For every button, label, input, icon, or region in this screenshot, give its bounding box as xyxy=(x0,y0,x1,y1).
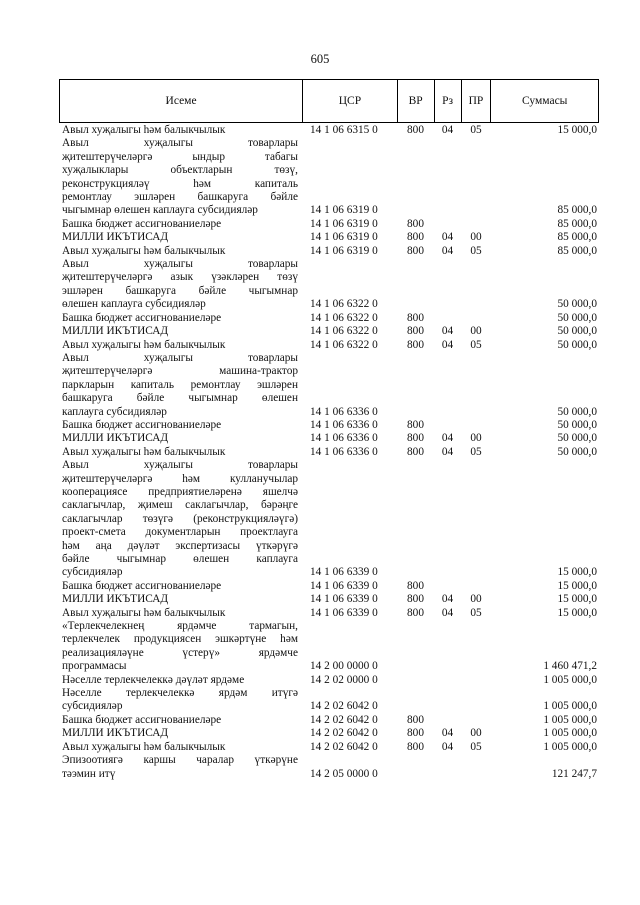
row-name xyxy=(62,714,302,727)
row-csr: 14 1 06 6319 0 xyxy=(310,231,378,244)
row-sum: 1 005 000,0 xyxy=(543,727,597,740)
row-rz: 04 xyxy=(441,244,454,257)
row-name-line: Нәселле терлекчелеккә ярдәм итүгә xyxy=(62,687,298,700)
row-csr: 14 1 06 6336 0 xyxy=(310,445,378,458)
row-name xyxy=(62,312,302,325)
row-name xyxy=(62,339,302,352)
row-pr: 05 xyxy=(470,244,482,257)
table-row xyxy=(62,245,597,258)
table-row xyxy=(62,419,597,432)
row-name-line: саклагычлар төзүгә (реконструкцияләүгә) xyxy=(62,512,298,525)
row-name-line: Башка бюджет ассигнованиеләре xyxy=(62,418,222,431)
row-csr: 14 2 02 6042 0 xyxy=(310,713,378,726)
row-pr: 05 xyxy=(470,124,482,136)
row-csr: 14 1 06 6322 0 xyxy=(310,298,378,311)
row-name-line: программасы xyxy=(62,660,127,673)
row-csr: 14 1 06 6336 0 xyxy=(310,418,378,431)
row-csr: 14 2 02 6042 0 xyxy=(310,727,378,740)
row-csr: 14 2 05 0000 0 xyxy=(310,767,378,780)
table-row xyxy=(62,754,597,781)
table-row xyxy=(62,741,597,754)
row-name-line: чыгымнар өлешен каплауга субсидияләр xyxy=(62,204,258,217)
row-sum: 50 000,0 xyxy=(557,338,597,351)
table-header xyxy=(59,79,599,123)
row-csr: 14 2 02 6042 0 xyxy=(310,740,378,753)
row-name xyxy=(62,432,302,445)
row-name-line: эшләрен башкаруга бәйле чыгымнар xyxy=(62,284,298,297)
row-csr: 14 1 06 6322 0 xyxy=(310,325,378,338)
row-vr: 800 xyxy=(407,740,424,753)
row-vr: 800 xyxy=(407,445,424,458)
row-vr: 800 xyxy=(407,231,424,244)
row-sum: 50 000,0 xyxy=(557,298,597,311)
table-row xyxy=(62,258,597,312)
row-name xyxy=(62,258,302,312)
row-name xyxy=(62,419,302,432)
table-body xyxy=(62,124,597,781)
row-sum: 85 000,0 xyxy=(557,204,597,217)
row-name xyxy=(62,245,302,258)
row-vr: 800 xyxy=(407,579,424,592)
row-vr: 800 xyxy=(407,325,424,338)
row-name xyxy=(62,446,302,459)
row-name-line: Авыл хуҗалыгы товарлары xyxy=(62,459,298,472)
row-rz: 04 xyxy=(441,727,454,740)
row-csr: 14 2 00 0000 0 xyxy=(310,660,378,673)
row-sum: 1 005 000,0 xyxy=(543,700,597,713)
row-name-line: терлекчелек продукциясен эшкәртүне һәм xyxy=(62,633,298,646)
row-csr: 14 1 06 6322 0 xyxy=(310,311,378,324)
row-name-line: бәйле чыгымнар өлешен каплауга xyxy=(62,553,298,565)
row-csr: 14 2 02 6042 0 xyxy=(310,700,378,713)
row-name-line: Башка бюджет ассигнованиеләре xyxy=(62,311,222,324)
header-rz: Рз xyxy=(434,80,461,122)
row-sum: 50 000,0 xyxy=(557,445,597,458)
row-pr: 00 xyxy=(470,593,482,606)
row-name-line: МИЛЛИ ИКЪТИСАД xyxy=(62,432,169,445)
row-csr: 14 2 02 0000 0 xyxy=(310,673,378,686)
row-sum: 1 005 000,0 xyxy=(543,713,597,726)
page-number: 605 xyxy=(310,52,330,66)
row-name-line: «Терлекчелекнең ярдәмче тармагын, xyxy=(62,620,298,633)
row-name xyxy=(62,352,302,419)
row-rz: 04 xyxy=(441,740,454,753)
row-sum: 50 000,0 xyxy=(557,432,597,445)
row-sum: 15 000,0 xyxy=(557,579,597,592)
row-vr: 800 xyxy=(407,432,424,445)
row-sum: 50 000,0 xyxy=(557,325,597,338)
row-name-line: җитештерүчеләргә машина-трактор xyxy=(62,365,298,378)
row-vr: 800 xyxy=(407,244,424,257)
row-name-line: өлешен каплауга субсидияләр xyxy=(62,298,206,311)
row-name xyxy=(62,218,302,231)
row-name-line: реконструкцияләү һәм капиталь xyxy=(62,177,298,190)
row-csr: 14 1 06 6315 0 xyxy=(310,124,378,136)
row-name-line: хуҗалыклары объектларын төзү, xyxy=(62,164,298,177)
table-row xyxy=(62,446,597,459)
table-row xyxy=(62,124,597,137)
row-rz: 04 xyxy=(441,445,454,458)
row-name-line: Авыл хуҗалыгы һәм балыкчылык xyxy=(62,244,226,257)
row-sum: 50 000,0 xyxy=(557,405,597,418)
row-name-line: һәм аңа дәүләт экспертизасы үткәрүгә xyxy=(62,539,298,552)
row-sum: 1 460 471,2 xyxy=(543,660,597,673)
row-sum: 15 000,0 xyxy=(557,606,597,619)
row-name xyxy=(62,593,302,606)
header-csr: ЦСР xyxy=(302,80,397,122)
table-row xyxy=(62,459,597,580)
row-sum: 85 000,0 xyxy=(557,231,597,244)
row-name-line: Авыл хуҗалыгы товарлары xyxy=(62,351,298,364)
table-row xyxy=(62,607,597,620)
row-name xyxy=(62,137,302,217)
row-name-line: саклагычлар, җимеш саклагычлар, бәрәңге xyxy=(62,499,298,512)
header-pr: ПР xyxy=(461,80,491,122)
row-name xyxy=(62,674,302,687)
row-name-line: Авыл хуҗалыгы һәм балыкчылык xyxy=(62,606,226,619)
row-name-line: Авыл хуҗалыгы товарлары xyxy=(62,137,298,150)
row-sum: 1 005 000,0 xyxy=(543,673,597,686)
row-pr: 00 xyxy=(470,432,482,445)
row-name-line: Авыл хуҗалыгы һәм балыкчылык xyxy=(62,740,226,753)
row-vr: 800 xyxy=(407,606,424,619)
row-name-line: башкаруга бәйле чыгымнар өлешен xyxy=(62,392,298,405)
row-name-line: кооперациясе предприятиеләренә яшелчә xyxy=(62,485,298,498)
table-row xyxy=(62,727,597,740)
row-name-line: проект-смета документларын проектлауга xyxy=(62,526,298,539)
table-row xyxy=(62,137,597,217)
row-name xyxy=(62,620,302,674)
table-row xyxy=(62,593,597,606)
row-sum: 50 000,0 xyxy=(557,311,597,324)
row-name-line: Нәселле терлекчелеккә дәүләт ярдәме xyxy=(62,673,245,686)
table-row xyxy=(62,674,597,687)
row-name xyxy=(62,607,302,620)
row-name xyxy=(62,124,302,137)
table-row xyxy=(62,231,597,244)
row-name-line: ремонтлау эшләрен башкаруга бәйле xyxy=(62,191,298,204)
row-name-line: Башка бюджет ассигнованиеләре xyxy=(62,713,222,726)
row-name-line: субсидияләр xyxy=(62,700,123,713)
row-pr: 05 xyxy=(470,606,482,619)
row-pr: 00 xyxy=(470,727,482,740)
row-rz: 04 xyxy=(441,325,454,338)
header-name: Исеме xyxy=(165,95,197,107)
table-row xyxy=(62,432,597,445)
row-csr: 14 1 06 6319 0 xyxy=(310,244,378,257)
row-pr: 05 xyxy=(470,445,482,458)
table-row xyxy=(62,339,597,352)
row-name-line: Авыл хуҗалыгы һәм балыкчылык xyxy=(62,338,226,351)
table-row xyxy=(62,352,597,419)
row-name xyxy=(62,231,302,244)
row-csr: 14 1 06 6339 0 xyxy=(310,579,378,592)
row-rz: 04 xyxy=(441,432,454,445)
row-csr: 14 1 06 6339 0 xyxy=(310,606,378,619)
row-name-line: җитештерүчеләргә һәм кулланучылар xyxy=(62,472,298,485)
row-vr: 800 xyxy=(407,338,424,351)
table-row xyxy=(62,687,597,714)
row-csr: 14 1 06 6336 0 xyxy=(310,405,378,418)
row-csr: 14 1 06 6322 0 xyxy=(310,338,378,351)
header-sum: Суммасы xyxy=(490,80,598,122)
row-pr: 05 xyxy=(470,740,482,753)
row-name-line: МИЛЛИ ИКЪТИСАД xyxy=(62,231,169,244)
row-vr: 800 xyxy=(407,124,424,136)
row-name-line: Эпизоотиягә каршы чаралар үткәрүне xyxy=(62,754,298,767)
row-name-line: Авыл хуҗалыгы һәм балыкчылык xyxy=(62,124,226,136)
row-sum: 50 000,0 xyxy=(557,418,597,431)
table-row xyxy=(62,620,597,674)
row-rz: 04 xyxy=(441,606,454,619)
row-sum: 15 000,0 xyxy=(557,124,597,136)
row-name xyxy=(62,727,302,740)
row-name xyxy=(62,754,302,781)
row-sum: 85 000,0 xyxy=(557,217,597,230)
row-name-line: Башка бюджет ассигнованиеләре xyxy=(62,579,222,592)
row-sum: 85 000,0 xyxy=(557,244,597,257)
table-row xyxy=(62,714,597,727)
row-pr: 00 xyxy=(470,231,482,244)
row-rz: 04 xyxy=(441,124,454,136)
row-name-line: Авыл хуҗалыгы товарлары xyxy=(62,258,298,271)
row-sum: 121 247,7 xyxy=(551,767,597,780)
row-name-line: МИЛЛИ ИКЪТИСАД xyxy=(62,727,169,740)
row-csr: 14 1 06 6319 0 xyxy=(310,217,378,230)
row-name-line: Авыл хуҗалыгы һәм балыкчылык xyxy=(62,445,226,458)
table-row xyxy=(62,312,597,325)
table-row xyxy=(62,325,597,338)
row-sum: 15 000,0 xyxy=(557,566,597,579)
row-name-line: МИЛЛИ ИКЪТИСАД xyxy=(62,325,169,338)
row-name-line: җитештерүчеләргә ындыр табагы xyxy=(62,150,298,163)
table-row xyxy=(62,580,597,593)
row-rz: 04 xyxy=(441,338,454,351)
row-vr: 800 xyxy=(407,311,424,324)
row-name xyxy=(62,687,302,714)
row-vr: 800 xyxy=(407,418,424,431)
row-sum: 1 005 000,0 xyxy=(543,740,597,753)
row-name xyxy=(62,741,302,754)
row-rz: 04 xyxy=(441,231,454,244)
row-name-line: тәэмин итү xyxy=(62,767,116,780)
row-name-line: паркларын капиталь ремонтлау эшләрен xyxy=(62,378,298,391)
row-csr: 14 1 06 6339 0 xyxy=(310,566,378,579)
row-name-line: субсидияләр xyxy=(62,566,123,579)
row-name xyxy=(62,580,302,593)
row-name-line: Башка бюджет ассигнованиеләре xyxy=(62,217,222,230)
row-name xyxy=(62,325,302,338)
row-pr: 05 xyxy=(470,338,482,351)
row-name xyxy=(62,459,302,580)
row-sum: 15 000,0 xyxy=(557,593,597,606)
row-csr: 14 1 06 6319 0 xyxy=(310,204,378,217)
row-name-line: җитештерүчеләргә азык үзәкләрен төзү xyxy=(62,271,298,284)
row-name-line: МИЛЛИ ИКЪТИСАД xyxy=(62,593,169,606)
header-vr: ВР xyxy=(397,80,434,122)
row-vr: 800 xyxy=(407,713,424,726)
row-name-line: реализацияләүне үстерү» ярдәмче xyxy=(62,646,298,659)
row-vr: 800 xyxy=(407,217,424,230)
row-pr: 00 xyxy=(470,325,482,338)
row-name-line: каплауга субсидияләр xyxy=(62,405,167,418)
row-csr: 14 1 06 6336 0 xyxy=(310,432,378,445)
row-vr: 800 xyxy=(407,727,424,740)
row-vr: 800 xyxy=(407,593,424,606)
row-csr: 14 1 06 6339 0 xyxy=(310,593,378,606)
row-rz: 04 xyxy=(441,593,454,606)
table-row xyxy=(62,218,597,231)
